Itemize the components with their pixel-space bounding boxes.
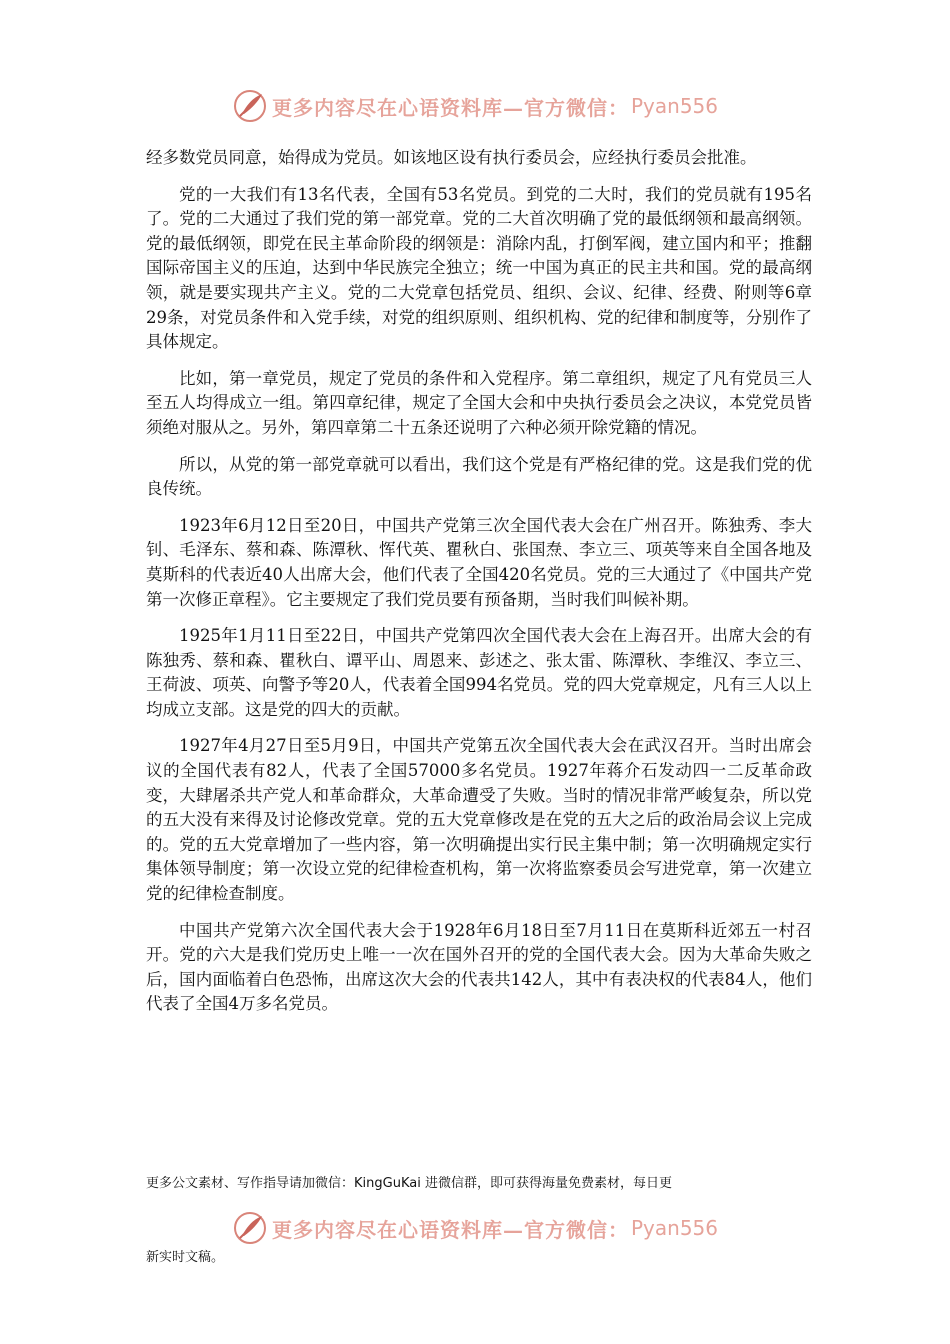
watermark-banner-bottom: [0, 1208, 950, 1248]
paragraph: 党的一大我们有13名代表，全国有53名党员。到党的二大时，我们的党员就有195名了。党的二大通过了我们党的第一部党章。党的二大首次明确了党的最低纲领和最高纲领。党的最低纲领，即党在民主革命阶段的纲领是：消除内乱，打倒军阀，建立国内和平；推翻国际帝国主义的压迫，达到中华民族完全独立；统一中国为真正的民主共和国。党的最高纲领，就是要实现共产主义。党的二大党章包括党员、组织、会议、纪律、经费、附则等6章29条，对党员条件和入党手续，对党的组织原则、组织机构、党的纪律和制度等，分别作了具体规定。: [146, 184, 812, 352]
banner-account: Pyan556: [630, 1216, 718, 1240]
paragraph: 比如，第一章党员，规定了党员的条件和入党程序。第二章组织，规定了凡有党员三人至五人均得成立一组。第四章纪律，规定了全国大会和中央执行委员会之决议，本党党员皆须绝对服从之。另外，第四章第二十五条还说明了六种必须开除党籍的情况。: [146, 368, 812, 437]
watermark-banner-top: [0, 86, 950, 126]
quill-logo-icon: [232, 88, 268, 124]
footer-note: 更多公文素材、写作指导请加微信：KingGuKai 进微信群，即可获得海量免费素材，每日更: [146, 1176, 672, 1191]
paragraph: 1927年4月27日至5月9日，中国共产党第五次全国代表大会在武汉召开。当时出席会议的全国代表有82人，代表了全国57000多名党员。1927年蒋介石发动四一二反革命政变，大肆屠杀共产党人和革命群众，大革命遭受了失败。当时的情况非常严峻复杂，所以党的五大没有来得及讨论修改党章。党的五大党章修改是在党的五大之后的政治局会议上完成的。党的五大党章增加了一些内容，第一次明确提出实行民主集中制；第一次明确规定实行集体领导制度；第一次设立党的纪律检查机构，第一次将监察委员会写进党章，第一次建立党的纪律检查制度。: [146, 736, 812, 904]
banner-text: 更多内容尽在心语资料库—官方微信：: [271, 95, 629, 120]
footer-note-continued: 新实时文稿。: [146, 1250, 225, 1265]
paragraph: 经多数党员同意，始得成为党员。如该地区设有执行委员会，应经执行委员会批准。: [146, 148, 757, 167]
paragraph: 中国共产党第六次全国代表大会于1928年6月18日至7月11日在莫斯科近郊五一村召开。党的六大是我们党历史上唯一一次在国外召开的党的全国代表大会。因为大革命失败之后，国内面临着白色恐怖，出席这次大会的代表共142人，其中有表决权的代表84人，他们代表了全国4万多名党员。: [146, 920, 812, 1014]
paragraph: 所以，从党的第一部党章就可以看出，我们这个党是有严格纪律的党。这是我们党的优良传统。: [146, 454, 812, 499]
banner-text: 更多内容尽在心语资料库—官方微信：: [271, 1217, 629, 1242]
banner-account: Pyan556: [630, 94, 718, 118]
paragraph: 1923年6月12日至20日，中国共产党第三次全国代表大会在广州召开。陈独秀、李大钊、毛泽东、蔡和森、陈潭秋、恽代英、瞿秋白、张国焘、李立三、项英等来自全国各地及莫斯科的代表近40人出席大会，他们代表了全国420名党员。党的三大通过了《中国共产党第一次修正章程》。它主要规定了我们党员要有预备期，当时我们叫候补期。: [146, 515, 812, 609]
quill-logo-icon: [232, 1210, 268, 1246]
paragraph: 1925年1月11日至22日，中国共产党第四次全国代表大会在上海召开。出席大会的有陈独秀、蔡和森、瞿秋白、谭平山、周恩来、彭述之、张太雷、陈潭秋、李维汉、李立三、王荷波、项英、向警予等20人，代表着全国994名党员。党的四大党章规定，凡有三人以上均成立支部。这是党的四大的贡献。: [146, 626, 812, 719]
document-body: [146, 146, 812, 1029]
